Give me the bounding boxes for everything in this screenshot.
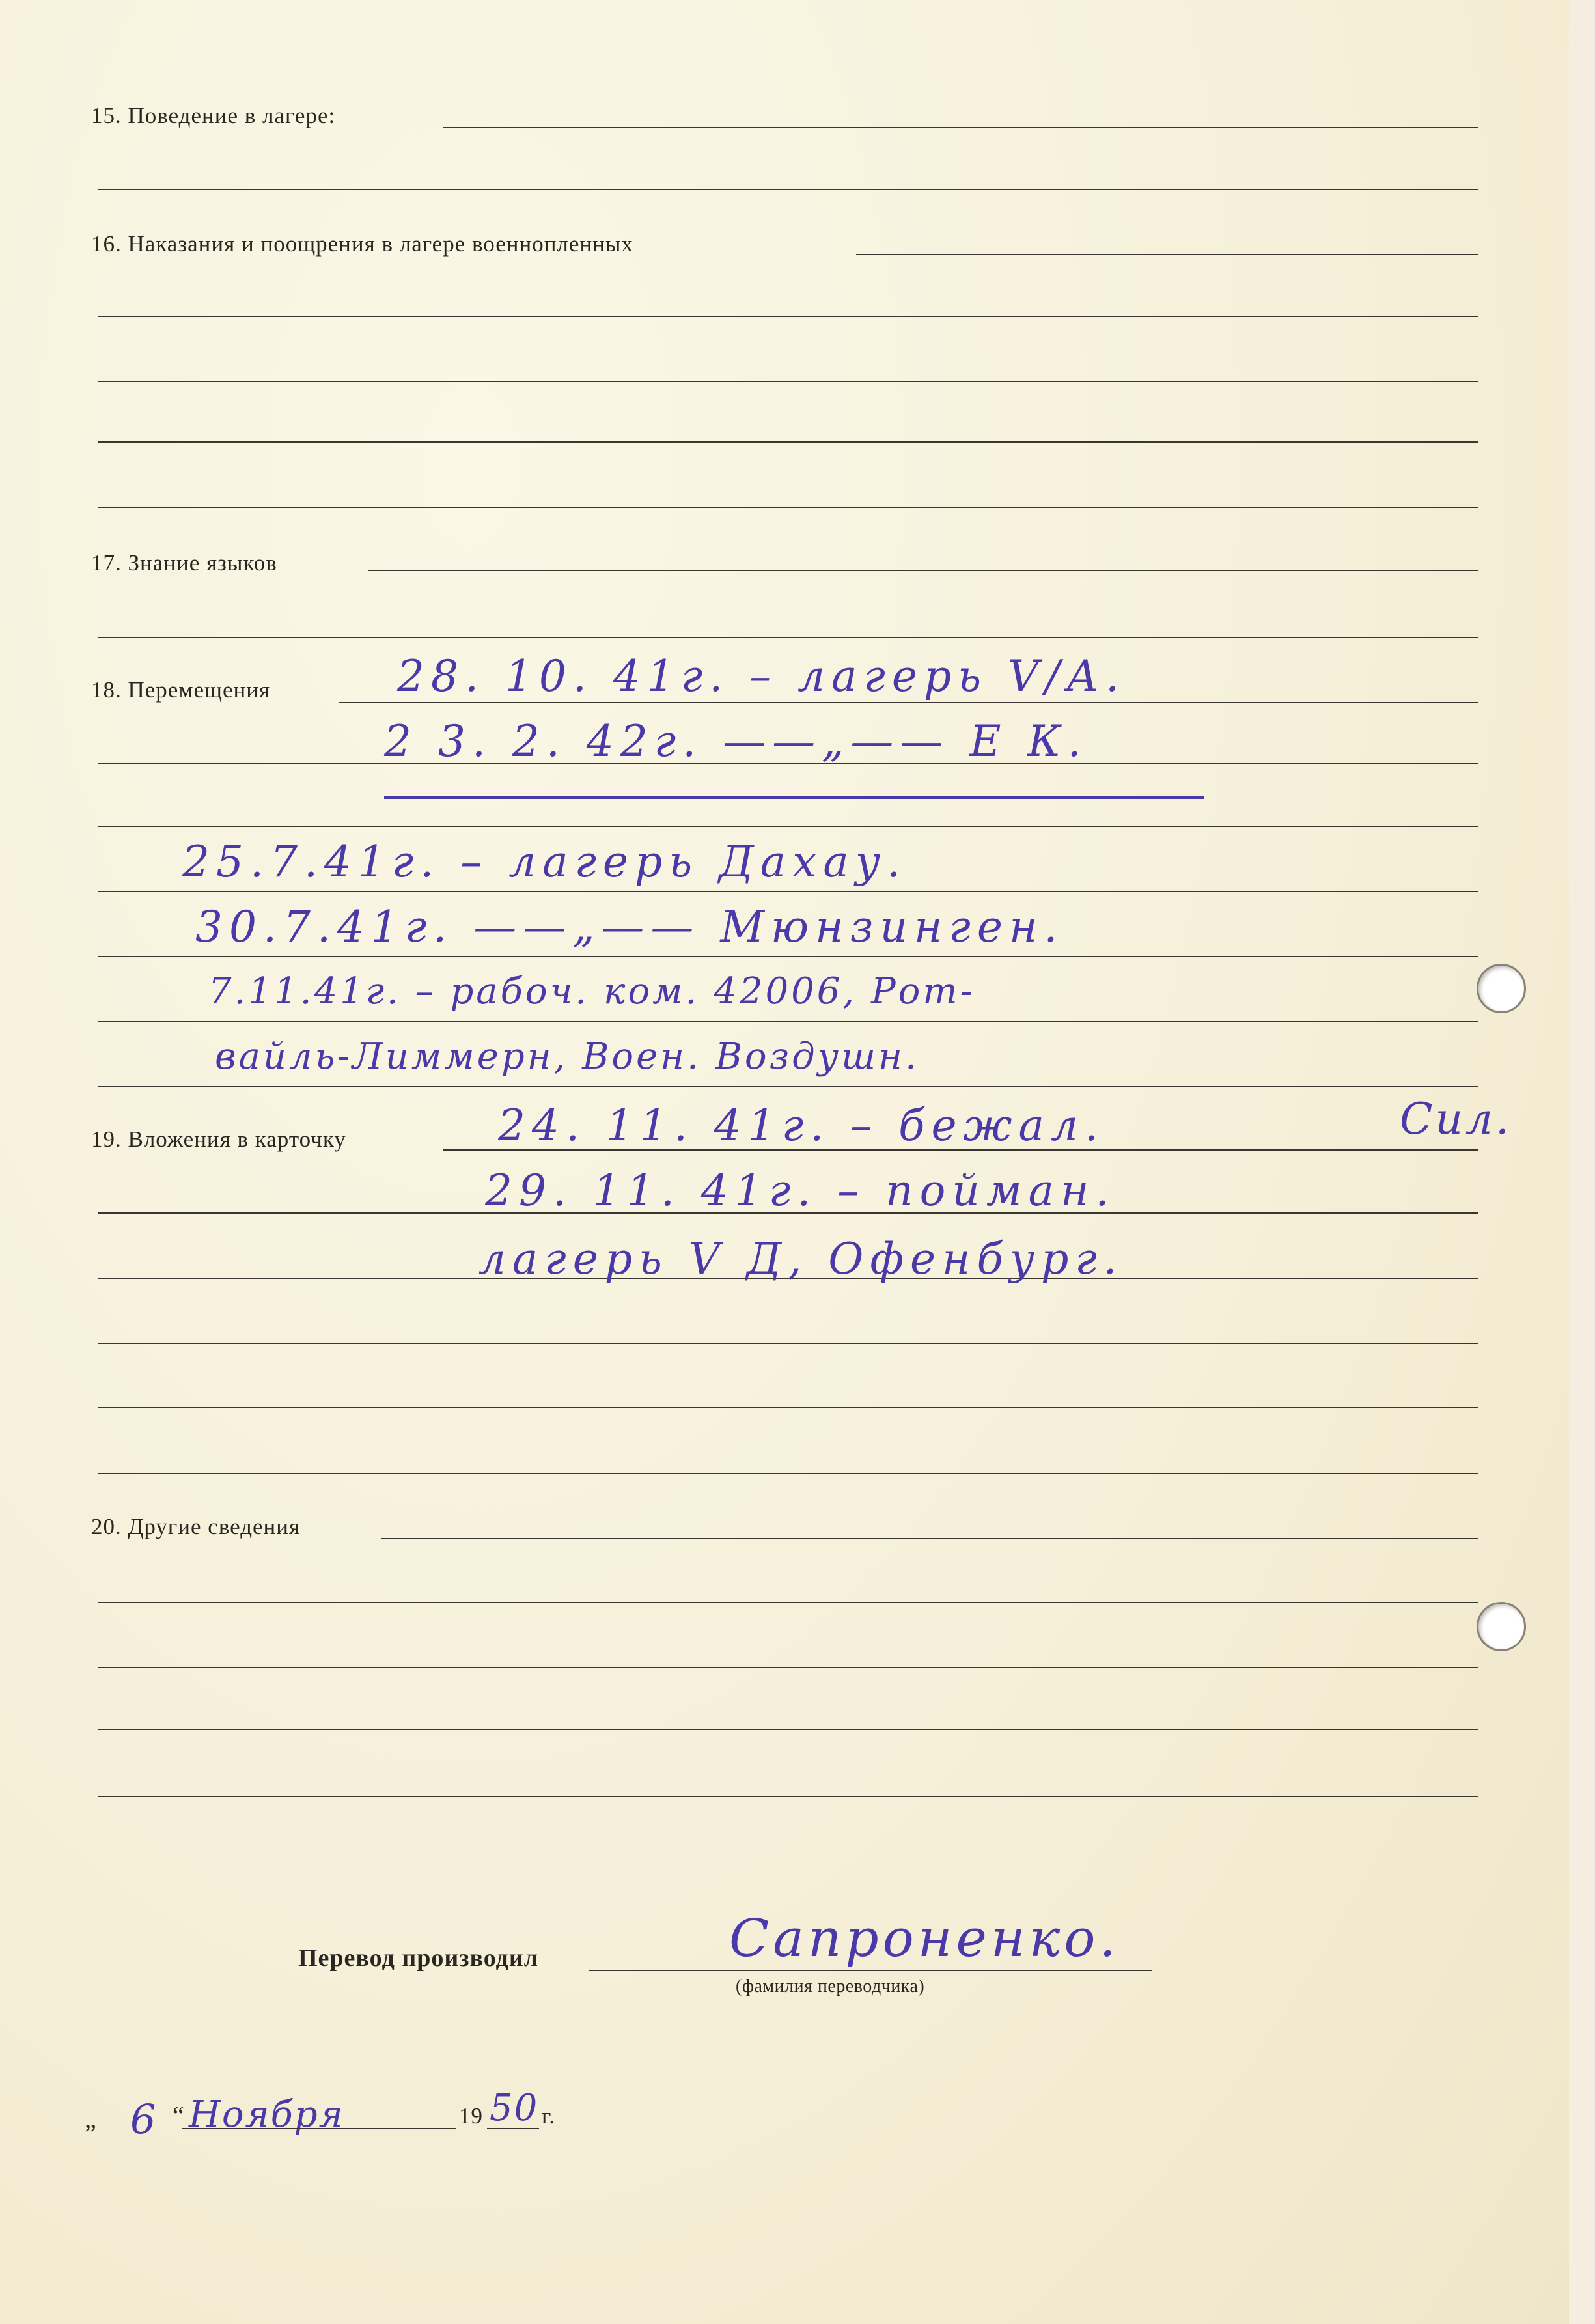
handwritten-move-6: вайль-Лиммерн, Воен. Воздушн. (215, 1035, 919, 1078)
translator-line (589, 1970, 1152, 1971)
item-19-label: 19. Вложения в карточку (91, 1127, 346, 1152)
item-20-line (381, 1538, 1478, 1539)
item-19-line-5 (98, 1407, 1478, 1408)
item-18-line-7 (98, 1086, 1478, 1087)
date-close-quote: “ (173, 2101, 185, 2130)
date-year: 50 (490, 2087, 539, 2129)
item-19-line-4 (98, 1343, 1478, 1344)
punch-hole-bottom (1477, 1602, 1526, 1651)
handwritten-move-10: лагерь V Д, Офенбург. (478, 1234, 1124, 1284)
date-open-quote: „ (85, 2104, 97, 2133)
item-17-line-2 (98, 637, 1478, 638)
item-17-label: 17. Знание языков (91, 550, 277, 576)
translator-label: Перевод производил (298, 1944, 539, 1972)
item-19-line-6 (98, 1473, 1478, 1474)
translator-caption: (фамилия переводчика) (736, 1976, 925, 1996)
item-18-line-4 (98, 891, 1478, 892)
handwritten-move-8: Сил. (1400, 1094, 1512, 1144)
item-16-line-2 (98, 316, 1478, 317)
translator-signature: Сапроненко. (729, 1908, 1120, 1968)
item-15-label: 15. Поведение в лагере: (91, 103, 336, 128)
item-15-line-2 (98, 189, 1478, 190)
item-20-line-5 (98, 1796, 1478, 1797)
date-day: 6 (130, 2095, 163, 2143)
date-month: Ноября (189, 2093, 344, 2136)
item-20-line-3 (98, 1667, 1478, 1668)
handwritten-move-4: 30.7.41г. ——„—— Мюнзинген. (195, 902, 1064, 952)
handwritten-move-7: 24. 11. 41г. – бежал. (498, 1100, 1105, 1151)
handwritten-separator (384, 796, 1204, 799)
item-20-line-4 (98, 1729, 1478, 1730)
page-edge (1569, 0, 1595, 2324)
handwritten-move-9: 29. 11. 41г. – пойман. (485, 1166, 1116, 1216)
item-16-label: 16. Наказания и поощрения в лагере военнопленных (91, 231, 633, 257)
item-16-line-5 (98, 507, 1478, 508)
date-year-prefix: 19 (459, 2103, 483, 2129)
date-month-line (182, 2128, 456, 2129)
item-15-line (443, 127, 1478, 128)
item-16-line (856, 254, 1478, 255)
date-year-line (487, 2128, 539, 2129)
item-18-line-6 (98, 1021, 1478, 1022)
item-16-line-4 (98, 441, 1478, 443)
date-year-suffix: г. (542, 2103, 556, 2129)
item-16-line-3 (98, 381, 1478, 382)
handwritten-move-3: 25.7.41г. – лагерь Дахау. (182, 837, 907, 887)
handwritten-move-1: 28. 10. 41г. – лагерь V/А. (397, 651, 1126, 701)
item-20-label: 20. Другие сведения (91, 1514, 301, 1539)
item-18-label: 18. Перемещения (91, 677, 271, 703)
handwritten-move-2: 2 3. 2. 42г. ——„—— Е К. (384, 716, 1088, 766)
item-18-line-3 (98, 826, 1478, 827)
handwritten-move-5: 7.11.41г. – рабоч. ком. 42006, Рот- (208, 970, 975, 1013)
item-17-line (368, 570, 1478, 571)
item-18-line-5 (98, 956, 1478, 957)
punch-hole-top (1477, 964, 1526, 1013)
item-18-line (339, 702, 1478, 703)
item-20-line-2 (98, 1602, 1478, 1603)
